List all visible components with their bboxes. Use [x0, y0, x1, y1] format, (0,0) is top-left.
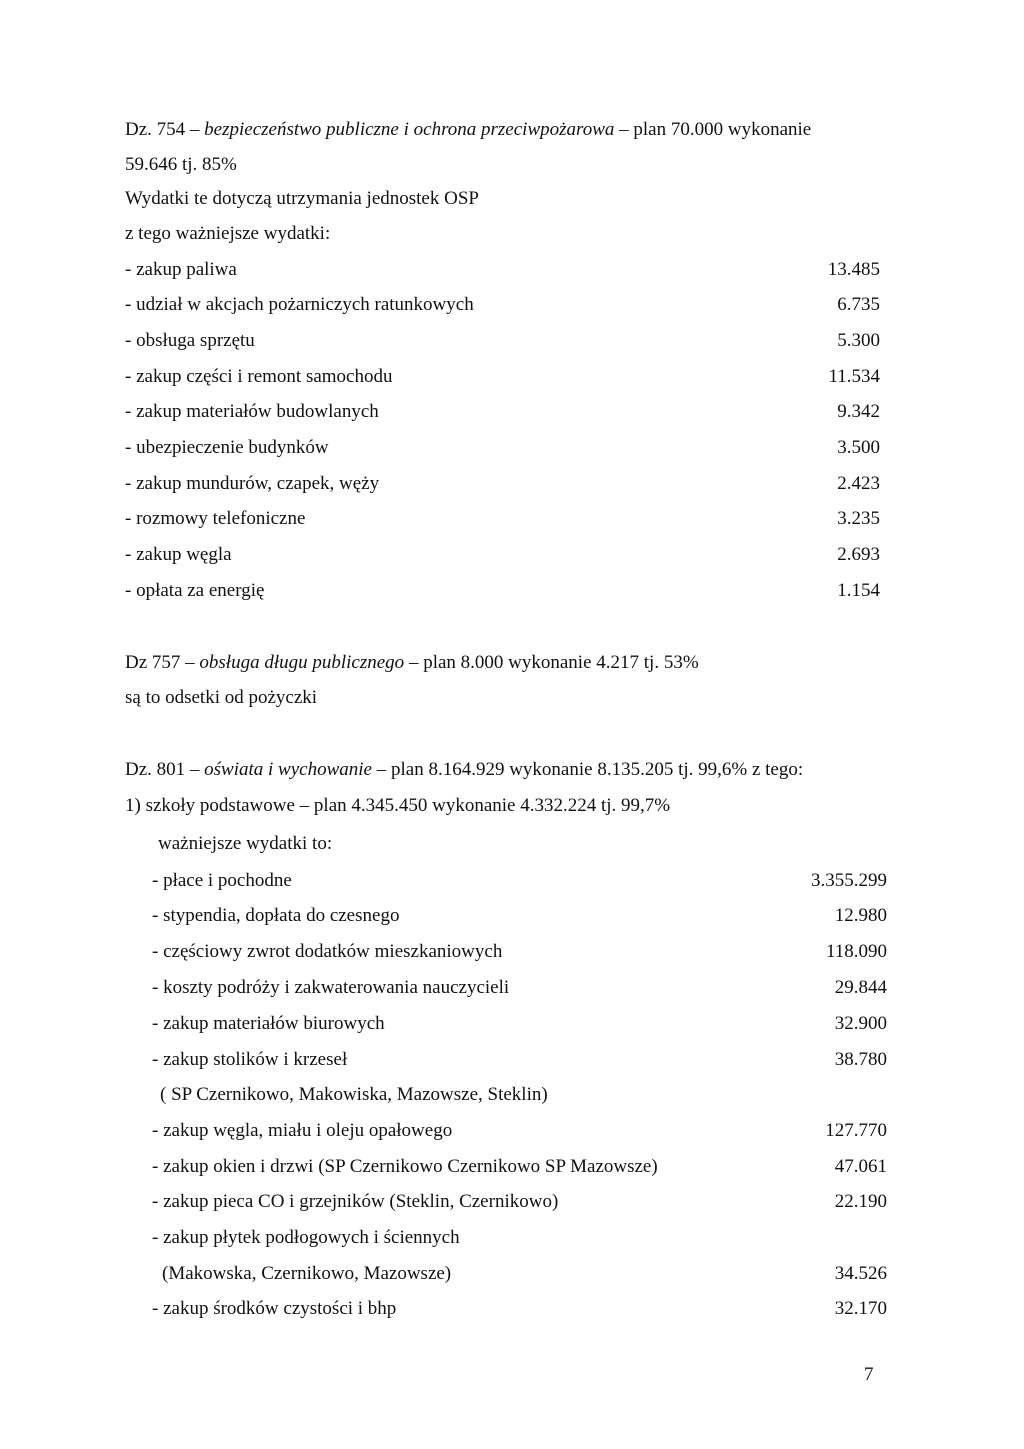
- list-item-label: - zakup materiałów budowlanych: [125, 401, 379, 422]
- section-754-intro: Wydatki te dotyczą utrzymania jednostek OSP: [125, 188, 479, 209]
- list-item-amount: 11.534: [828, 366, 880, 387]
- list-item-label: - ubezpieczenie budynków: [125, 437, 329, 458]
- list-item-amount: 29.844: [834, 977, 887, 998]
- section-757-heading: [125, 653, 699, 672]
- list-item-amount: 3.235: [837, 508, 880, 529]
- section-757-cont: są to odsetki od pożyczki: [125, 687, 318, 708]
- list-item-label: - zakup paliwa: [125, 259, 237, 280]
- section-754-heading: [125, 120, 811, 139]
- list-item-amount: 32.900: [834, 1013, 887, 1034]
- section-801-lead: Dz. 801 –: [125, 759, 200, 780]
- list-item-amount: 47.061: [834, 1156, 887, 1177]
- list-item-amount: 22.190: [834, 1191, 887, 1212]
- list-item-amount: 32.170: [834, 1298, 887, 1319]
- list-item-amount: 9.342: [837, 401, 880, 422]
- list-item-label: - opłata za energię: [125, 580, 265, 601]
- page-number: 7: [864, 1364, 874, 1385]
- section-754-subintro: z tego ważniejsze wydatki:: [125, 223, 331, 244]
- list-item-label: - zakup węgla: [125, 544, 232, 565]
- list-item-amount: 2.693: [837, 544, 880, 565]
- list-item-amount: 34.526: [834, 1263, 887, 1284]
- section-801-subintro: ważniejsze wydatki to:: [158, 833, 333, 854]
- section-801-tail: – plan 8.164.929 wykonanie 8.135.205 tj. 99,6% z tego:: [376, 759, 804, 780]
- section-754-cont: 59.646 tj. 85%: [125, 154, 237, 175]
- list-item-label: - zakup okien i drzwi (SP Czernikowo Czernikowo SP Mazowsze): [152, 1156, 658, 1177]
- section-801-sub1: 1) szkoły podstawowe – plan 4.345.450 wykonanie 4.332.224 tj. 99,7%: [125, 795, 671, 816]
- list-item-label: (Makowska, Czernikowo, Mazowsze): [162, 1263, 452, 1284]
- section-754-title: bezpieczeństwo publiczne i ochrona przeciwpożarowa: [204, 119, 615, 140]
- list-item-label: - zakup mundurów, czapek, węży: [125, 473, 380, 494]
- list-item-amount: 12.980: [834, 905, 887, 926]
- list-item-label: - zakup płytek podłogowych i ściennych: [152, 1227, 460, 1248]
- list-item-label: - zakup węgla, miału i oleju opałowego: [152, 1120, 453, 1141]
- list-item-label: - zakup środków czystości i bhp: [152, 1298, 397, 1319]
- list-item-label: - zakup materiałów biurowych: [152, 1013, 385, 1034]
- list-item-amount: 3.500: [837, 437, 880, 458]
- section-757-lead: Dz 757 –: [125, 652, 195, 673]
- section-801-title: oświata i wychowanie: [204, 759, 372, 780]
- list-item-label: - zakup stolików i krzeseł: [152, 1049, 348, 1070]
- list-item-label: - płace i pochodne: [152, 870, 292, 891]
- list-item-amount: 5.300: [837, 330, 880, 351]
- list-item-label: - zakup części i remont samochodu: [125, 366, 393, 387]
- list-item-label: - stypendia, dopłata do czesnego: [152, 905, 400, 926]
- list-item-amount: 3.355.299: [811, 870, 887, 891]
- list-item-label: - obsługa sprzętu: [125, 330, 255, 351]
- list-item-label: - częściowy zwrot dodatków mieszkaniowych: [152, 941, 503, 962]
- list-item-label: - koszty podróży i zakwaterowania nauczycieli: [152, 977, 510, 998]
- list-item-amount: 2.423: [837, 473, 880, 494]
- list-item-label: - udział w akcjach pożarniczych ratunkowych: [125, 294, 474, 315]
- list-item-amount: 118.090: [825, 941, 887, 962]
- list-item-amount: 6.735: [837, 294, 880, 315]
- section-754-lead: Dz. 754 –: [125, 119, 200, 140]
- section-757-title: obsługa długu publicznego: [199, 652, 405, 673]
- section-754-tail: – plan 70.000 wykonanie: [619, 119, 812, 140]
- list-item-amount: 38.780: [834, 1049, 887, 1070]
- list-item-amount: 1.154: [837, 580, 880, 601]
- list-item-amount: 127.770: [825, 1120, 887, 1141]
- section-801-heading: [125, 760, 803, 779]
- section-757-tail: – plan 8.000 wykonanie 4.217 tj. 53%: [408, 652, 699, 673]
- list-item-amount: 13.485: [827, 259, 880, 280]
- list-item-label: ( SP Czernikowo, Makowiska, Mazowsze, Steklin): [160, 1084, 548, 1105]
- list-item-label: - rozmowy telefoniczne: [125, 508, 306, 529]
- list-item-label: - zakup pieca CO i grzejników (Steklin, Czernikowo): [152, 1191, 559, 1212]
